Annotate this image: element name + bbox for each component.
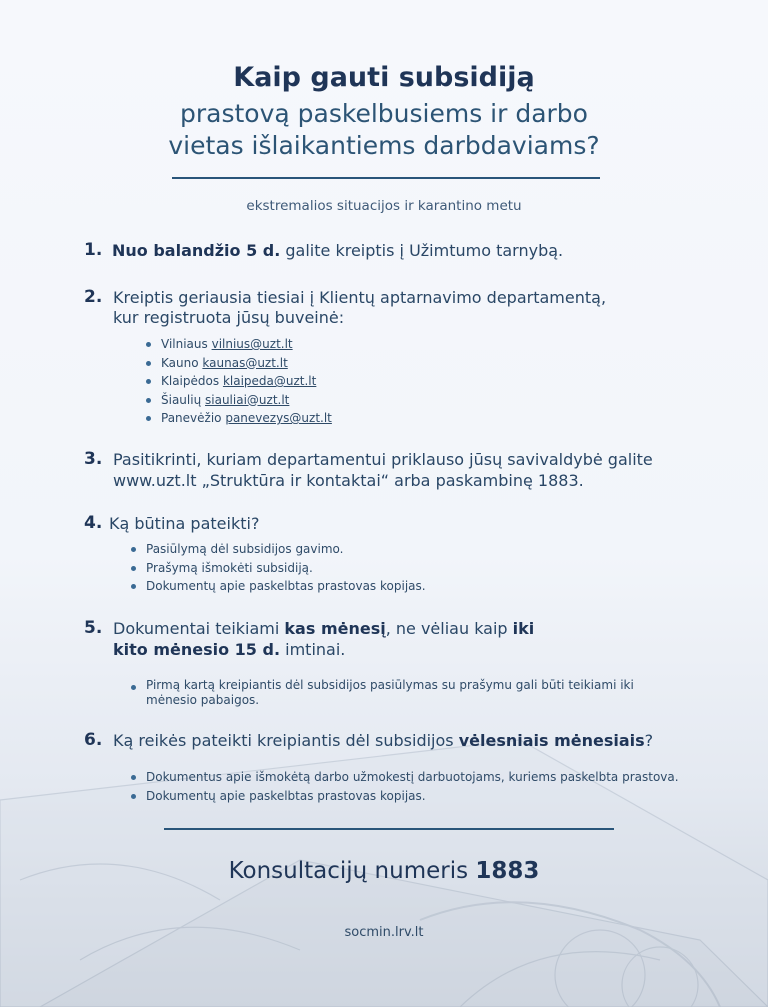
context-subtitle: ekstremalios situacijos ir karantino metu [246, 198, 522, 214]
email-link[interactable]: klaipeda@uzt.lt [222, 374, 317, 388]
step-5-line-1: Dokumentai teikiami kas mėnesį, ne vėliau kaip iki [113, 619, 535, 638]
page-title: Kaip gauti subsidiją [233, 62, 535, 93]
list-item: Pirmą kartą kreipiantis dėl subsidijos pasiūlymas su prašymu gali būti teikiami iki mėnesio pabaigos. [128, 678, 646, 708]
step-5-line-2: kito mėnesio 15 d. imtinai. [113, 640, 346, 659]
title-line-2: vietas išlaikantiems darbdaviams? [168, 131, 600, 160]
consultation-number[interactable]: 1883 [475, 858, 540, 884]
step-2-number: 2. [84, 287, 103, 307]
list-item: Dokumentų apie paskelbtas prastovas kopijas. [128, 787, 679, 806]
list-item: Pasiūlymą dėl subsidijos gavimo. [128, 540, 426, 559]
office-list [143, 335, 332, 428]
required-docs-list [128, 540, 426, 596]
step-3-number: 3. [84, 449, 103, 469]
bottom-divider [164, 828, 614, 830]
list-item: Prašymą išmokėti subsidiją. [128, 559, 426, 578]
step-3-line-1: Pasitikrinti, kuriam departamentui priklauso jūsų savivaldybė galite [113, 450, 653, 469]
step-2-line-1: Kreiptis geriausia tiesiai į Klientų aptarnavimo departamentą, [113, 288, 607, 307]
list-item: Dokumentus apie išmokėtą darbo užmokestį darbuotojams, kuriems paskelbta prastova. [128, 768, 679, 787]
step-5-note-list [128, 678, 646, 708]
step-5-number: 5. [84, 618, 103, 638]
list-item: Panevėžio panevezys@uzt.lt [143, 409, 332, 428]
list-item: Dokumentų apie paskelbtas prastovas kopijas. [128, 577, 426, 596]
list-item: Šiaulių siauliai@uzt.lt [143, 391, 332, 410]
step-1-bold: Nuo balandžio 5 d. [112, 241, 281, 260]
email-link[interactable]: siauliai@uzt.lt [205, 392, 290, 407]
list-item: Klaipėdos klaipeda@uzt.lt [143, 372, 332, 391]
step-6-question: Ką reikės pateikti kreipiantis dėl subsidijos vėlesniais mėnesiais? [113, 731, 654, 750]
step-1-text [112, 241, 563, 260]
step-4-number: 4. [84, 513, 103, 533]
list-item: Vilniaus vilnius@uzt.lt [143, 335, 332, 354]
step-1-rest: galite kreiptis į Užimtumo tarnybą. [280, 241, 564, 260]
website-link[interactable]: socmin.lrv.lt [344, 925, 424, 940]
step-6-number: 6. [84, 730, 103, 750]
step-2-line-2: kur registruota jūsų buveinė: [113, 308, 345, 327]
later-months-docs-list [128, 768, 679, 805]
email-link[interactable]: vilnius@uzt.lt [211, 337, 293, 351]
step-3-line-2: www.uzt.lt „Struktūra ir kontaktai“ arba paskambinę 1883. [113, 471, 584, 490]
title-line-1: prastovą paskelbusiems ir darbo [180, 99, 588, 128]
step-1-number: 1. [84, 240, 103, 260]
top-divider [172, 177, 600, 179]
email-link[interactable]: kaunas@uzt.lt [202, 355, 288, 370]
consultation-line: Konsultacijų numeris 1883 [228, 858, 540, 884]
email-link[interactable]: panevezys@uzt.lt [225, 411, 332, 425]
step-4-question: Ką būtina pateikti? [109, 514, 260, 533]
list-item: Kauno kaunas@uzt.lt [143, 354, 332, 373]
